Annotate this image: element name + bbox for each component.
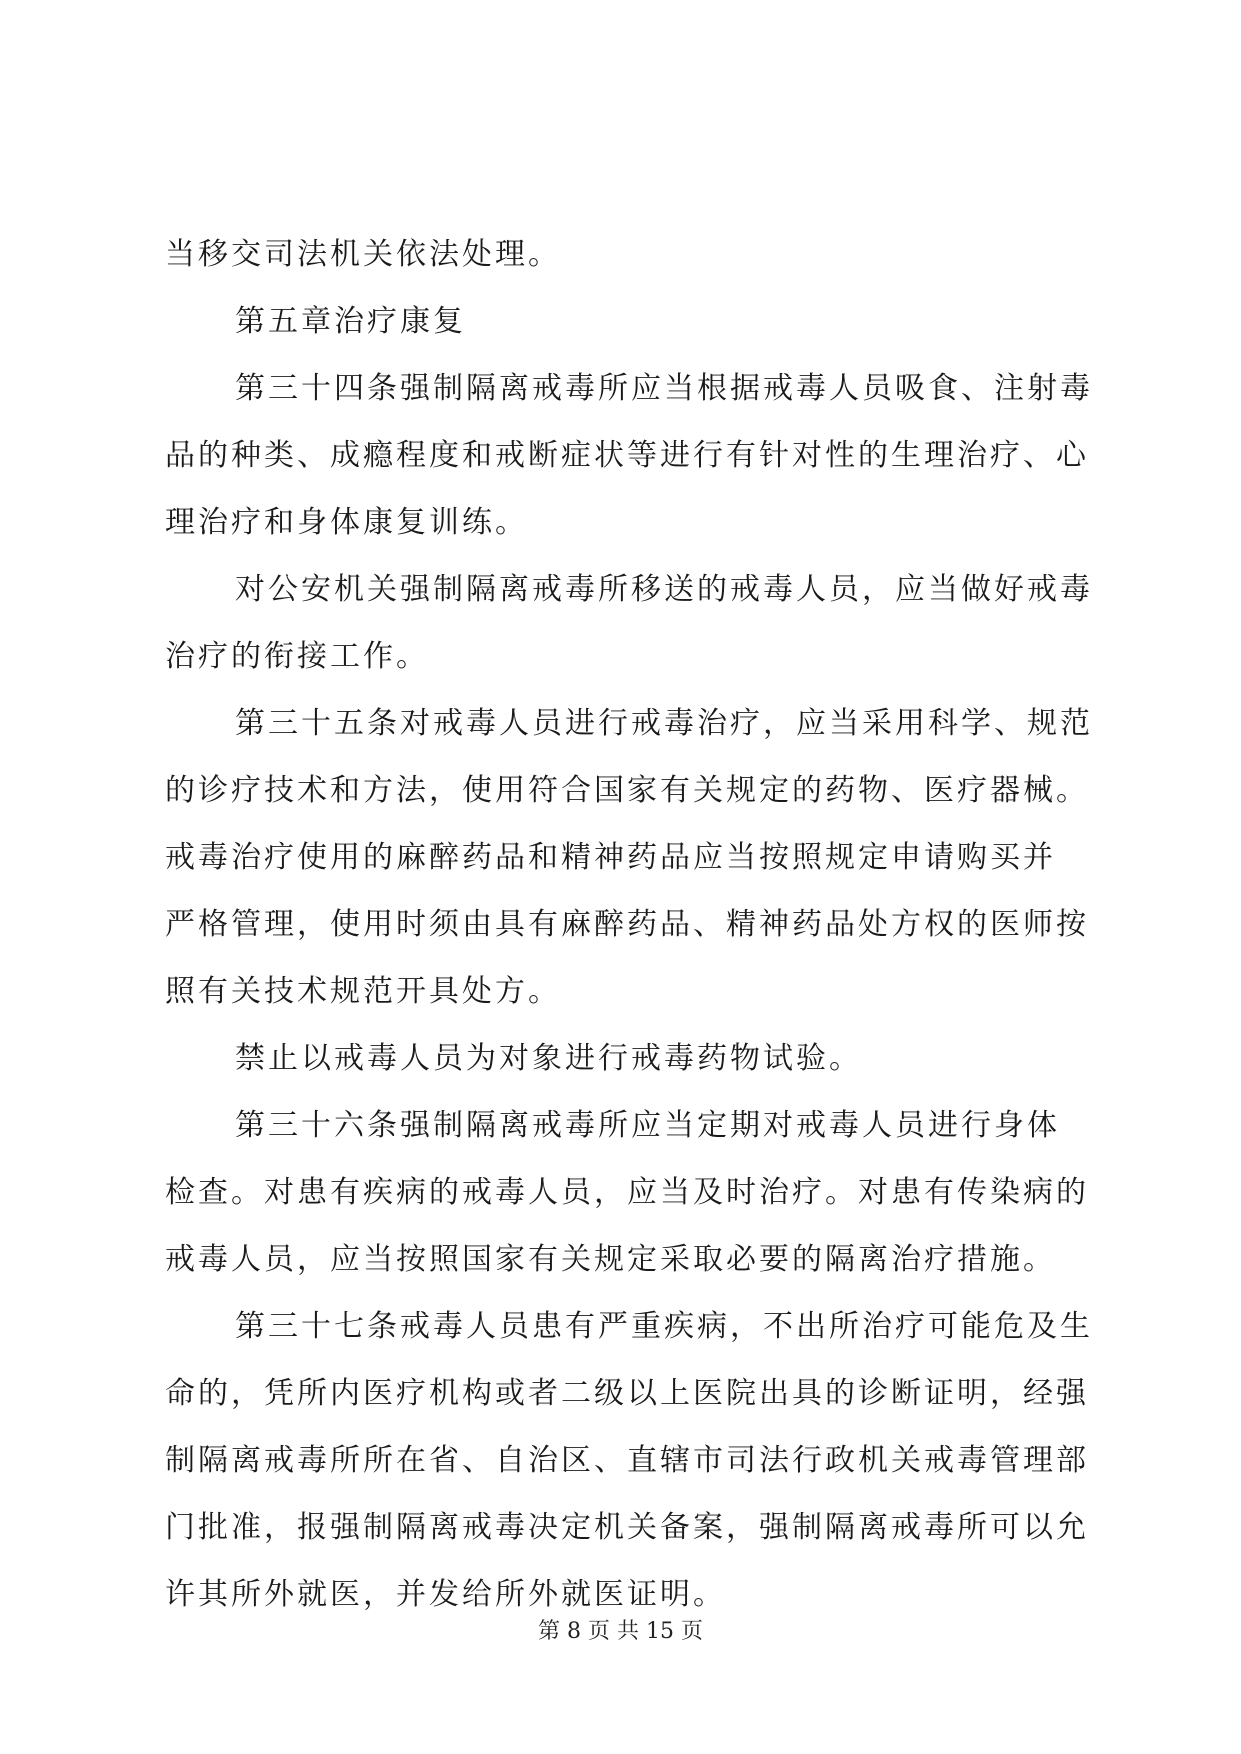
text-line: 检查。对患有疾病的戒毒人员，应当及时治疗。对患有传染病的: [165, 1175, 1089, 1210]
text-line: 门批准，报强制隔离戒毒决定机关备案，强制隔离戒毒所可以允: [165, 1510, 1089, 1545]
text-line: 的诊疗技术和方法，使用符合国家有关规定的药物、医疗器械。: [165, 773, 1089, 808]
text-line: 品的种类、成瘾程度和戒断症状等进行有针对性的生理治疗、心: [165, 438, 1089, 473]
text-line: 当移交司法机关依法处理。: [165, 237, 561, 272]
text-line: 对公安机关强制隔离戒毒所移送的戒毒人员，应当做好戒毒: [235, 572, 1093, 607]
text-line: 第三十六条强制隔离戒毒所应当定期对戒毒人员进行身体: [235, 1108, 1060, 1143]
text-line: 戒毒治疗使用的麻醉药品和精神药品应当按照规定申请购买并: [165, 840, 1056, 875]
page-number-footer: 第 8 页 共 15 页: [538, 1619, 703, 1644]
document-body: [165, 221, 1093, 1628]
text-line: 许其所外就医，并发给所外就医证明。: [165, 1577, 726, 1612]
text-line: 戒毒人员，应当按照国家有关规定采取必要的隔离治疗措施。: [165, 1242, 1056, 1277]
text-line: 理治疗和身体康复训练。: [165, 505, 528, 540]
text-line: 命的，凭所内医疗机构或者二级以上医院出具的诊断证明，经强: [165, 1376, 1089, 1411]
text-line: 治疗的衔接工作。: [165, 639, 429, 674]
text-line: 第三十四条强制隔离戒毒所应当根据戒毒人员吸食、注射毒: [235, 371, 1093, 406]
text-line: 严格管理，使用时须由具有麻醉药品、精神药品处方权的医师按: [165, 907, 1089, 942]
text-line: 照有关技术规范开具处方。: [165, 974, 561, 1009]
text-line: 第三十七条戒毒人员患有严重疾病，不出所治疗可能危及生: [235, 1309, 1093, 1344]
text-line: 第三十五条对戒毒人员进行戒毒治疗，应当采用科学、规范: [235, 706, 1093, 741]
text-line: 制隔离戒毒所所在省、自治区、直辖市司法行政机关戒毒管理部: [165, 1443, 1089, 1478]
text-line: 禁止以戒毒人员为对象进行戒毒药物试验。: [235, 1041, 862, 1076]
chapter-heading: 第五章治疗康复: [235, 304, 466, 339]
